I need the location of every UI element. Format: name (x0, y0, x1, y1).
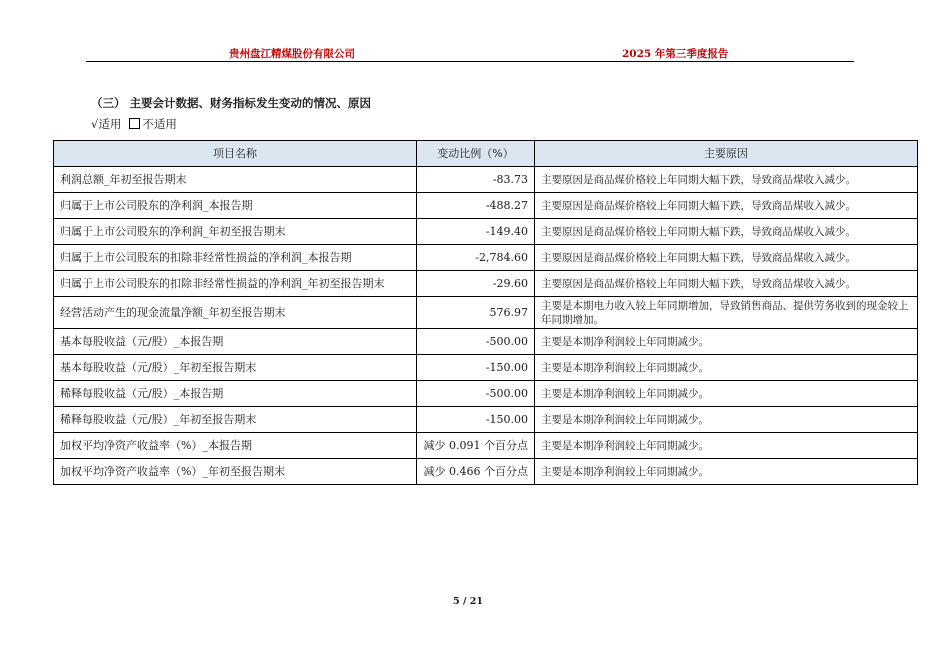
table-row (54, 433, 918, 459)
item-cell: 归属于上市公司股东的净利润_年初至报告期末 (54, 219, 417, 245)
table-row (54, 193, 918, 219)
item-cell: 基本每股收益（元/股）_年初至报告期末 (54, 355, 417, 381)
item-cell: 稀释每股收益（元/股）_年初至报告期末 (54, 407, 417, 433)
header-divider (86, 61, 854, 62)
table-row (54, 329, 918, 355)
reason-cell: 主要原因是商品煤价格较上年同期大幅下跌，导致商品煤收入减少。 (535, 193, 918, 219)
table-row (54, 459, 918, 485)
applicability-line (91, 116, 177, 132)
reason-cell: 主要原因是商品煤价格较上年同期大幅下跌，导致商品煤收入减少。 (535, 219, 918, 245)
reason-cell: 主要原因是商品煤价格较上年同期大幅下跌，导致商品煤收入减少。 (535, 271, 918, 297)
not-applicable-checkbox-icon (129, 118, 140, 129)
item-cell: 基本每股收益（元/股）_本报告期 (54, 329, 417, 355)
table-row (54, 167, 918, 193)
section-title: （三） 主要会计数据、财务指标发生变动的情况、原因 (91, 96, 372, 110)
item-cell: 稀释每股收益（元/股）_本报告期 (54, 381, 417, 407)
ratio-cell: -500.00 (417, 381, 535, 407)
ratio-cell: -83.73 (417, 167, 535, 193)
ratio-cell: 减少 0.466 个百分点 (417, 459, 535, 485)
ratio-cell: -149.40 (417, 219, 535, 245)
ratio-cell: -150.00 (417, 407, 535, 433)
table-row (54, 381, 918, 407)
reason-cell: 主要是本期电力收入较上年同期增加，导致销售商品、提供劳务收到的现金较上年同期增加。 (535, 297, 918, 329)
ratio-cell: -29.60 (417, 271, 535, 297)
reason-cell: 主要原因是商品煤价格较上年同期大幅下跌，导致商品煤收入减少。 (535, 167, 918, 193)
table-row (54, 407, 918, 433)
table-row (54, 297, 918, 329)
not-applicable-label: 不适用 (142, 117, 177, 131)
reason-cell: 主要原因是商品煤价格较上年同期大幅下跌，导致商品煤收入减少。 (535, 245, 918, 271)
item-cell: 经营活动产生的现金流量净额_年初至报告期末 (54, 297, 417, 329)
header-company-name: 贵州盘江精煤股份有限公司 (229, 48, 355, 60)
reason-cell: 主要是本期净利润较上年同期减少。 (535, 355, 918, 381)
ratio-cell: -2,784.60 (417, 245, 535, 271)
page-number: 5 / 21 (453, 596, 483, 607)
item-cell: 归属于上市公司股东的扣除非经常性损益的净利润_年初至报告期末 (54, 271, 417, 297)
table-row (54, 219, 918, 245)
reason-cell: 主要是本期净利润较上年同期减少。 (535, 407, 918, 433)
reason-cell: 主要是本期净利润较上年同期减少。 (535, 459, 918, 485)
reason-cell: 主要是本期净利润较上年同期减少。 (535, 381, 918, 407)
table-header-row (54, 141, 918, 167)
ratio-cell: 减少 0.091 个百分点 (417, 433, 535, 459)
item-cell: 加权平均净资产收益率（%）_本报告期 (54, 433, 417, 459)
table-row (54, 355, 918, 381)
header-report-title: 2025 年第三季度报告 (622, 48, 729, 60)
applicable-label: 适用 (98, 117, 122, 131)
column-header-item: 项目名称 (54, 141, 417, 167)
item-cell: 归属于上市公司股东的净利润_本报告期 (54, 193, 417, 219)
column-header-ratio: 变动比例（%） (417, 141, 535, 167)
item-cell: 利润总额_年初至报告期末 (54, 167, 417, 193)
reason-cell: 主要是本期净利润较上年同期减少。 (535, 329, 918, 355)
item-cell: 加权平均净资产收益率（%）_年初至报告期末 (54, 459, 417, 485)
column-header-reason: 主要原因 (535, 141, 918, 167)
table-row (54, 245, 918, 271)
table-row (54, 271, 918, 297)
applicable-check-mark: √ (91, 117, 99, 131)
ratio-cell: -150.00 (417, 355, 535, 381)
ratio-cell: -488.27 (417, 193, 535, 219)
change-reasons-table (53, 140, 918, 485)
ratio-cell: -500.00 (417, 329, 535, 355)
ratio-cell: 576.97 (417, 297, 535, 329)
item-cell: 归属于上市公司股东的扣除非经常性损益的净利润_本报告期 (54, 245, 417, 271)
reason-cell: 主要是本期净利润较上年同期减少。 (535, 433, 918, 459)
